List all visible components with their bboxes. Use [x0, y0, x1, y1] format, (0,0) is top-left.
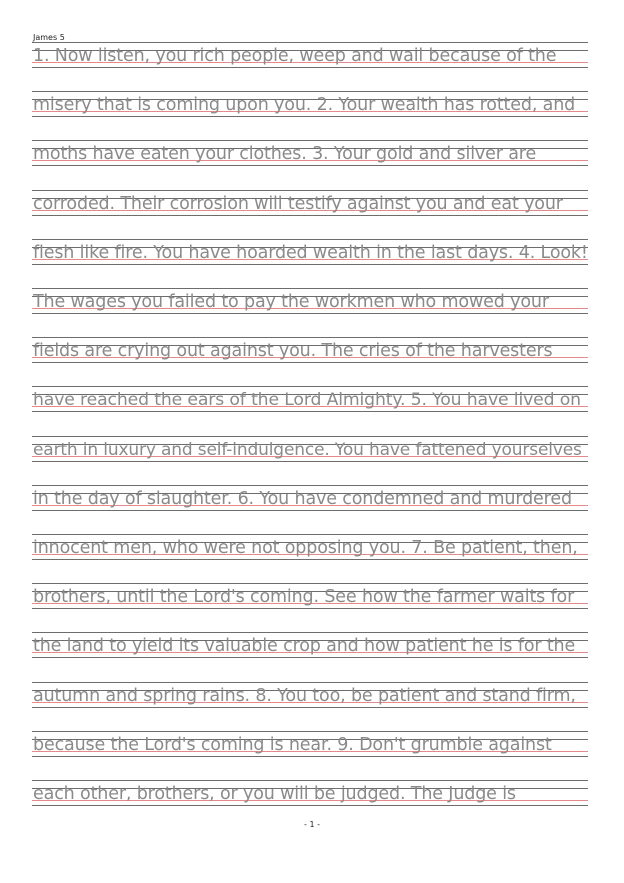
guide-rule	[32, 215, 588, 216]
trace-text: because the Lord's coming is near. 9. Don't grumble against	[33, 734, 552, 755]
trace-text: flesh like fire. You have hoarded wealth in the last days. 4. Look!	[33, 242, 588, 263]
guide-rule	[32, 411, 588, 412]
guide-rule	[32, 559, 588, 560]
guide-rule	[32, 485, 588, 486]
guide-rule	[32, 91, 588, 92]
guide-rule	[32, 386, 588, 387]
guide-rule	[32, 337, 588, 338]
guide-rule	[32, 67, 588, 68]
tracing-row	[32, 386, 588, 436]
trace-text: moths have eaten your clothes. 3. Your gold and silver are	[33, 144, 537, 165]
trace-text: have reached the ears of the Lord Almighty. 5. You have lived on	[33, 390, 581, 411]
trace-text: brothers, until the Lord's coming. See how the farmer waits for	[33, 587, 575, 608]
guide-rule	[32, 583, 588, 584]
tracing-row	[32, 239, 588, 289]
tracing-row	[32, 682, 588, 732]
tracing-row	[32, 91, 588, 141]
guide-rule	[32, 288, 588, 289]
guide-rule	[32, 313, 588, 314]
guide-rule	[32, 534, 588, 535]
page-number: - 1 -	[304, 820, 320, 829]
trace-text: innocent men, who were not opposing you. 7. Be patient, then,	[33, 538, 578, 558]
trace-text: each other, brothers, or you will be judged. The Judge is	[33, 784, 516, 804]
trace-text: corroded. Their corrosion will testify against you and eat your	[33, 193, 563, 214]
tracing-row	[32, 731, 588, 781]
trace-text: the land to yield its valuable crop and how patient he is for the	[33, 636, 576, 657]
tracing-row	[32, 436, 588, 486]
guide-rule	[32, 731, 588, 732]
guide-rule	[32, 707, 588, 708]
guide-rule	[32, 362, 588, 363]
guide-rule	[32, 780, 588, 781]
trace-text: in the day of slaughter. 6. You have condemned and murdered	[33, 488, 572, 509]
guide-rule	[32, 756, 588, 757]
tracing-row	[32, 337, 588, 387]
trace-text: The wages you failed to pay the workmen who mowed your	[33, 292, 549, 312]
guide-rule	[32, 264, 588, 265]
page-header: James 5	[33, 33, 65, 42]
tracing-row	[32, 140, 588, 190]
trace-text: 1. Now listen, you rich people, weep and wail because of the	[33, 46, 557, 66]
tracing-row	[32, 583, 588, 633]
trace-text: autumn and spring rains. 8. You too, be patient and stand firm,	[33, 685, 576, 706]
tracing-row	[32, 534, 588, 584]
guide-rule	[32, 140, 588, 141]
guide-rule	[32, 190, 588, 191]
trace-text: fields are crying out against you. The cries of the harvesters	[33, 341, 553, 362]
guide-rule	[32, 632, 588, 633]
guide-rule	[32, 436, 588, 437]
guide-rule	[32, 608, 588, 609]
guide-rule	[32, 682, 588, 683]
guide-rule	[32, 461, 588, 462]
guide-rule	[32, 510, 588, 511]
trace-text: earth in luxury and self-indulgence. You have fattened yourselves	[33, 439, 582, 460]
tracing-row	[32, 632, 588, 682]
tracing-row	[32, 288, 588, 338]
guide-rule	[32, 239, 588, 240]
tracing-row	[32, 42, 588, 92]
tracing-row	[32, 190, 588, 240]
tracing-row	[32, 485, 588, 535]
guide-rule	[32, 165, 588, 166]
trace-text: misery that is coming upon you. 2. Your wealth has rotted, and	[33, 95, 576, 116]
guide-rule	[32, 116, 588, 117]
guide-rule	[32, 805, 588, 806]
guide-rule	[32, 657, 588, 658]
guide-rule	[32, 42, 588, 43]
